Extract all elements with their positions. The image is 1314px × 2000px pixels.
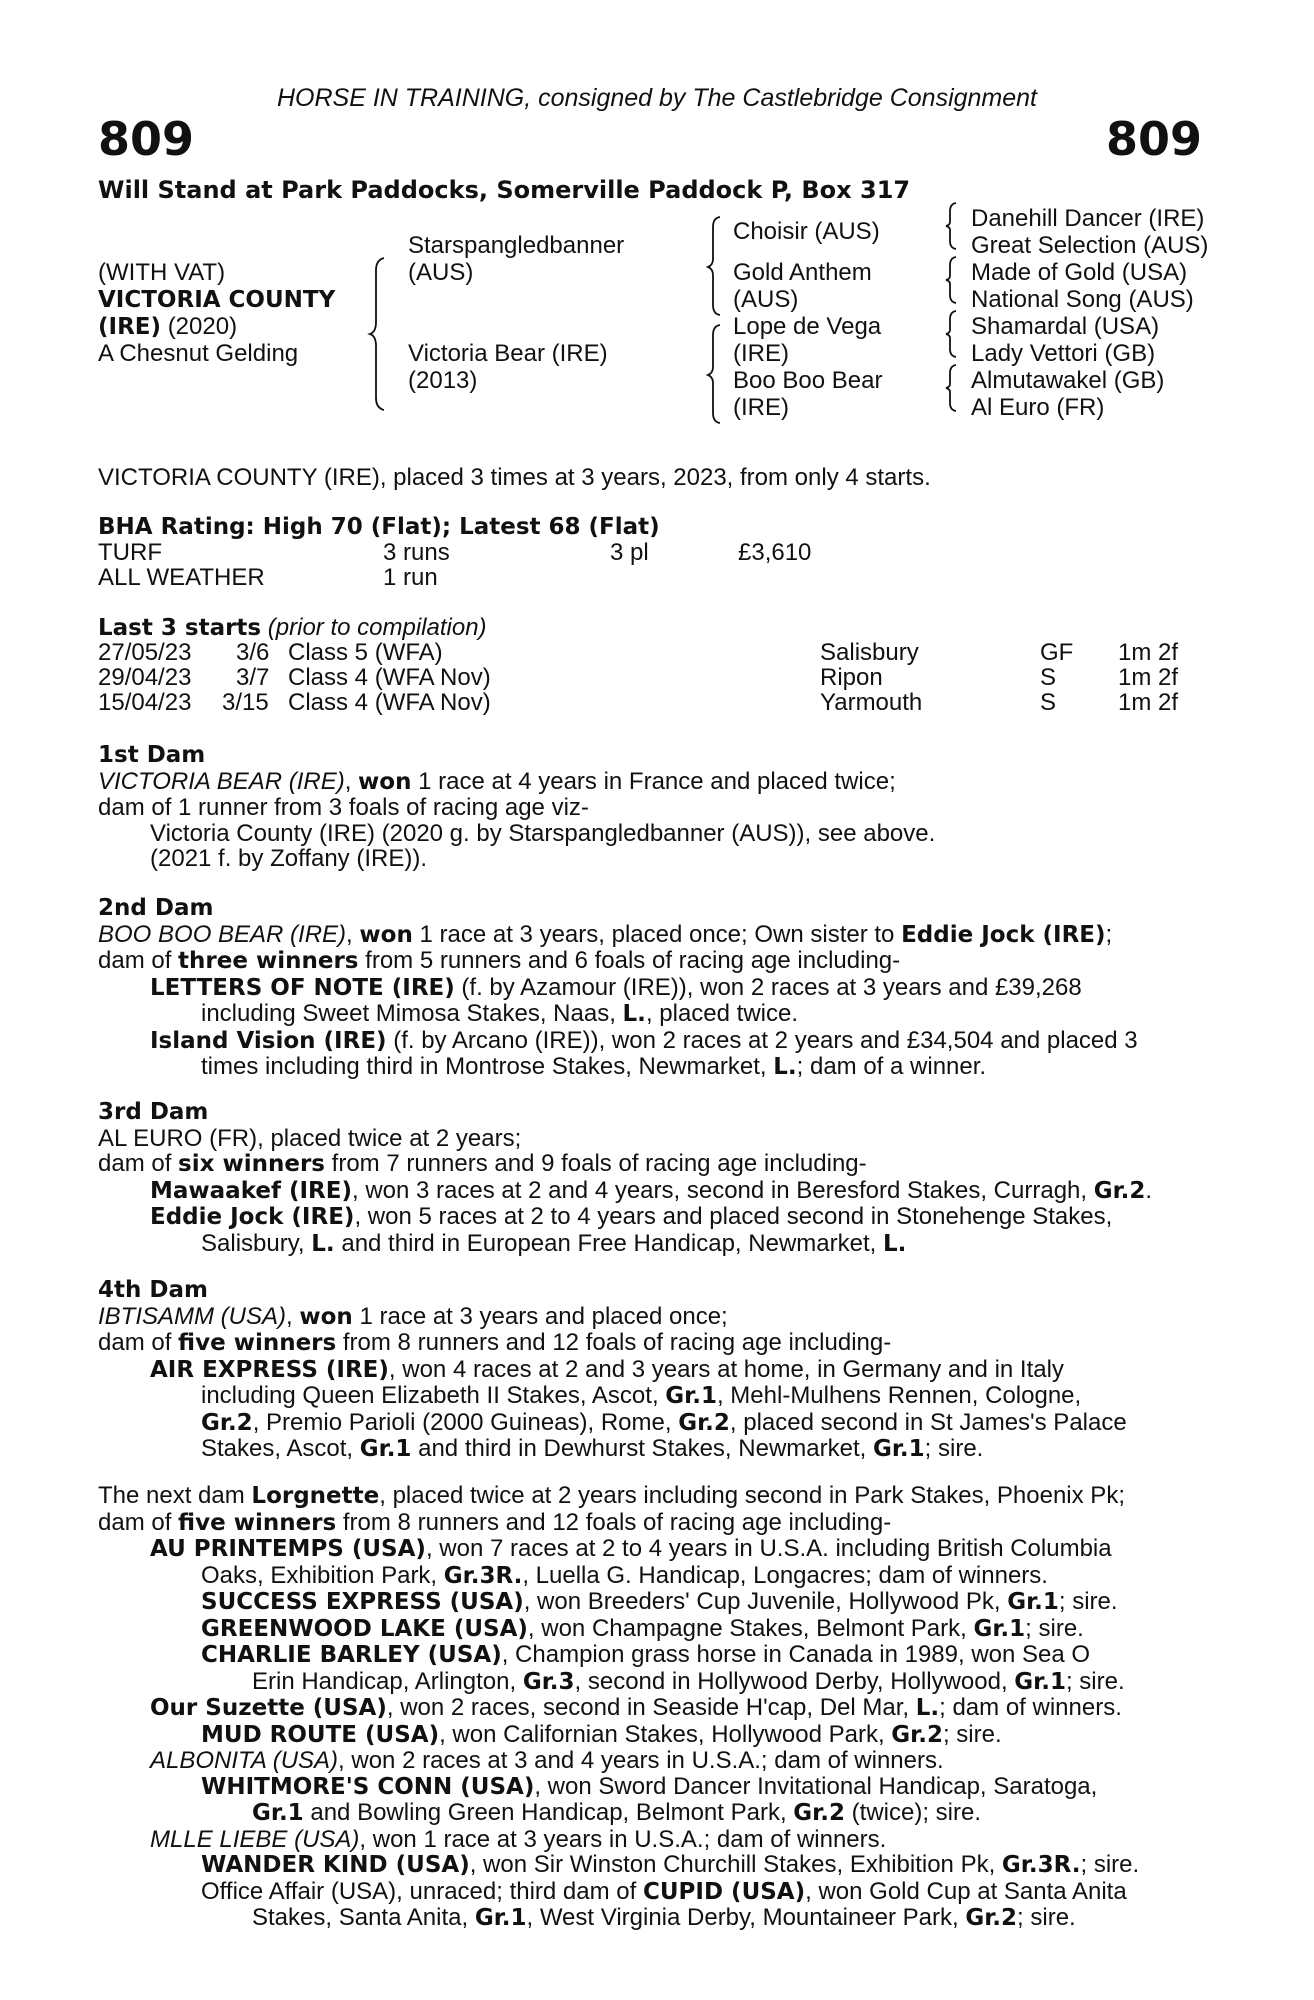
g-brace-4 xyxy=(946,365,958,411)
produce-entry-cont: Oaks, Exhibition Park, Gr.3R., Luella G. Handicap, Longacres; dam of winners. xyxy=(201,1561,1048,1589)
grandparent-3: Made of Gold (USA) xyxy=(971,259,1188,286)
produce-entry-cont: times including third in Montrose Stakes, Newmarket, L.; dam of a winner. xyxy=(201,1053,987,1080)
next-dam-line: The next dam Lorgnette, placed twice at 2 years including second in Park Stakes, Phoenix Pk; xyxy=(98,1482,1125,1509)
produce-entry: GREENWOOD LAKE (USA), won Champagne Stakes, Belmont Park, Gr.1; sire. xyxy=(201,1614,1084,1642)
grandparent-5: Shamardal (USA) xyxy=(971,313,1160,340)
bha-rating-heading: BHA Rating: High 70 (Flat); Latest 68 (Flat) xyxy=(98,514,660,540)
produce-entry-cont: including Queen Elizabeth II Stakes, Ascot, Gr.1, Mehl-Mulhens Rennen, Cologne, xyxy=(201,1382,1082,1409)
dam-sire-name: Lope de Vega xyxy=(733,313,882,340)
g-brace-2 xyxy=(946,257,958,303)
race-summary: VICTORIA COUNTY (IRE), placed 3 times at 3 years, 2023, from only 4 starts. xyxy=(98,464,931,491)
sire-dam-country: (AUS) xyxy=(733,286,799,313)
second-dam-line: BOO BOO BEAR (IRE), won 1 race at 3 years, placed once; Own sister to Eddie Jock (IRE); xyxy=(98,920,1113,948)
produce-entry-cont: Salisbury, L. and third in European Free Handicap, Newmarket, L. xyxy=(201,1229,907,1257)
grandparent-4: National Song (AUS) xyxy=(971,286,1194,313)
fourth-dam-produce-line: dam of five winners from 8 runners and 12 foals of racing age including- xyxy=(98,1329,892,1356)
produce-entry: Eddie Jock (IRE), won 5 races at 2 to 4 years and placed second in Stonehenge Stakes, xyxy=(150,1203,1113,1230)
dam-brace xyxy=(708,325,722,423)
lot-number-right: 809 xyxy=(1105,112,1202,166)
sire-name: Starspangledbanner xyxy=(408,232,625,259)
g-brace-1 xyxy=(946,203,958,249)
first-dam-heading: 1st Dam xyxy=(98,742,206,768)
fourth-dam-section xyxy=(98,1278,1208,1463)
produce-entry: WHITMORE'S CONN (USA), won Sword Dancer Invitational Handicap, Saratoga, xyxy=(201,1772,1098,1800)
produce-entry: AU PRINTEMPS (USA), won 7 races at 2 to 4 years in U.S.A. including British Columbia xyxy=(150,1535,1112,1562)
subject-country-year: (IRE) (2020) xyxy=(98,313,238,340)
dam-name: Victoria Bear (IRE) xyxy=(408,340,608,367)
first-dam-produce-line: dam of 1 runner from 3 foals of racing age viz- xyxy=(98,794,589,821)
grandparent-8: Al Euro (FR) xyxy=(971,394,1105,421)
produce-entry-cont: Erin Handicap, Arlington, Gr.3, second in Hollywood Derby, Hollywood, Gr.1; sire. xyxy=(252,1667,1125,1695)
first-dam-line: VICTORIA BEAR (IRE), won 1 race at 4 years in France and placed twice; xyxy=(98,767,896,795)
produce-entry: CHARLIE BARLEY (USA), Champion grass horse in Canada in 1989, won Sea O xyxy=(201,1641,1091,1668)
produce-entry: MUD ROUTE (USA), won Californian Stakes, Hollywood Park, Gr.2; sire. xyxy=(201,1720,1002,1748)
second-dam-heading: 2nd Dam xyxy=(98,895,214,921)
subject-description: A Chesnut Gelding xyxy=(98,340,299,367)
produce-entry: WANDER KIND (USA), won Sir Winston Churchill Stakes, Exhibition Pk, Gr.3R.; sire. xyxy=(201,1851,1140,1878)
produce-entry: LETTERS OF NOTE (IRE) (f. by Azamour (IRE)), won 2 races at 3 years and £39,268 xyxy=(150,973,1082,1001)
produce-entry-cont: Gr.2, Premio Parioli (2000 Guineas), Rome, Gr.2, placed second in St James's Palace xyxy=(201,1408,1127,1436)
grandparent-1: Danehill Dancer (IRE) xyxy=(971,205,1205,232)
first-dam-foal: Victoria County (IRE) (2020 g. by Starspangledbanner (AUS)), see above. xyxy=(150,819,936,847)
last-starts-heading: Last 3 starts (prior to compilation) xyxy=(98,614,487,641)
produce-entry-cont: including Sweet Mimosa Stakes, Naas, L., placed twice. xyxy=(201,1000,799,1027)
produce-entry-cont: Stakes, Ascot, Gr.1 and third in Dewhurst Stakes, Newmarket, Gr.1; sire. xyxy=(201,1435,984,1462)
subject-name: VICTORIA COUNTY xyxy=(98,287,336,313)
next-dam-produce-line: dam of five winners from 8 runners and 12 foals of racing age including- xyxy=(98,1508,892,1536)
third-dam-heading: 3rd Dam xyxy=(98,1099,209,1125)
produce-entry: Mawaakef (IRE), won 3 races at 2 and 4 years, second in Beresford Stakes, Curragh, Gr.2. xyxy=(150,1176,1153,1204)
sire-country: (AUS) xyxy=(408,259,474,286)
produce-entry: Our Suzette (USA), won 2 races, second in Seaside H'cap, Del Mar, L.; dam of winners. xyxy=(150,1694,1122,1721)
dam-sire-country: (IRE) xyxy=(733,340,789,367)
fourth-dam-line: IBTISAMM (USA), won 1 race at 3 years and placed once; xyxy=(98,1302,728,1330)
produce-entry: Office Affair (USA), unraced; third dam of CUPID (USA), won Gold Cup at Santa Anita xyxy=(201,1877,1127,1905)
produce-entry: AIR EXPRESS (IRE), won 4 races at 2 and 3 years at home, in Germany and in Italy xyxy=(150,1355,1064,1383)
second-dam-produce-line: dam of three winners from 5 runners and 6 foals of racing age including- xyxy=(98,947,901,974)
dam-year: (2013) xyxy=(408,367,478,394)
consignment-line: HORSE IN TRAINING, consigned by The Castlebridge Consignment xyxy=(276,84,1038,112)
stand-location: Will Stand at Park Paddocks, Somerville Paddock P, Box 317 xyxy=(98,176,911,204)
sire-dam-name: Gold Anthem xyxy=(733,259,872,286)
produce-entry-cont: Stakes, Santa Anita, Gr.1, West Virginia Derby, Mountaineer Park, Gr.2; sire. xyxy=(252,1904,1076,1931)
dam-dam-name: Boo Boo Bear xyxy=(733,367,883,394)
first-dam-foal: (2021 f. by Zoffany (IRE)). xyxy=(150,845,427,872)
grandparent-6: Lady Vettori (GB) xyxy=(971,340,1156,367)
sire-sire: Choisir (AUS) xyxy=(733,218,880,245)
subject-vat: (WITH VAT) xyxy=(98,259,226,286)
produce-entry: MLLE LIEBE (USA), won 1 race at 3 years in U.S.A.; dam of winners. xyxy=(150,1825,887,1853)
third-dam-section xyxy=(98,1100,1208,1257)
produce-entry: SUCCESS EXPRESS (USA), won Breeders' Cup Juvenile, Hollywood Pk, Gr.1; sire. xyxy=(201,1588,1118,1615)
fourth-dam-heading: 4th Dam xyxy=(98,1277,208,1303)
first-dam-section xyxy=(98,743,1208,872)
produce-entry-cont: Gr.1 and Bowling Green Handicap, Belmont Park, Gr.2 (twice); sire. xyxy=(252,1799,981,1826)
lot-number-left: 809 xyxy=(98,112,195,166)
third-dam-line: AL EURO (FR), placed twice at 2 years; xyxy=(98,1124,522,1152)
next-dam-section xyxy=(98,1483,1208,1932)
produce-entry: ALBONITA (USA), won 2 races at 3 and 4 years in U.S.A.; dam of winners. xyxy=(150,1747,944,1774)
dam-dam-country: (IRE) xyxy=(733,394,789,421)
third-dam-produce-line: dam of six winners from 7 runners and 9 foals of racing age including- xyxy=(98,1150,867,1177)
grandparent-2: Great Selection (AUS) xyxy=(971,232,1209,259)
subject-brace xyxy=(370,258,390,410)
g-brace-3 xyxy=(946,311,958,357)
sire-brace xyxy=(708,217,722,315)
produce-entry: Island Vision (IRE) (f. by Arcano (IRE)), won 2 races at 2 years and £34,504 and placed 3 xyxy=(150,1026,1138,1054)
grandparent-7: Almutawakel (GB) xyxy=(971,367,1165,394)
second-dam-section xyxy=(98,896,1208,1081)
